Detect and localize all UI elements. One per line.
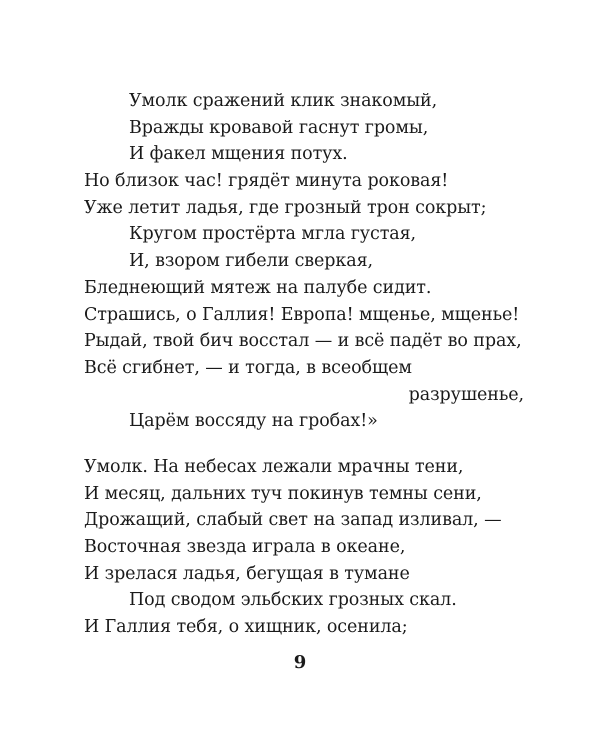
poem-line: Умолк сражений клик знакомый, — [129, 91, 438, 111]
poem-line: И зрелася ладья, бегущая в тумане — [84, 563, 410, 584]
poem-line: И месяц, дальних туч покинув темны сени, — [84, 483, 482, 504]
poem-line: И факел мщения потух. — [129, 144, 348, 165]
poem-line: Царём воссяду на гробах!» — [129, 411, 378, 432]
poem-line: Всё сгибнет, — и тогда, в всеобщем — [84, 357, 412, 378]
poem-line: Восточная звезда играла в океане, — [84, 537, 406, 558]
poem-line: И Галлия тебя, о хищник, осенила; — [84, 617, 408, 638]
poem-line: Под сводом эльбских грозных скал. — [129, 590, 457, 611]
poem-line: Бледнеющий мятеж на палубе сидит. — [84, 277, 432, 298]
poem-line: И, взором гибели сверкая, — [129, 251, 373, 272]
poem-line: Но близок час! грядёт минута роковая! — [84, 171, 449, 192]
stanza-2 — [84, 454, 524, 641]
poem-line: Страшись, о Галлия! Европа! мщенье, мщенье! — [84, 304, 520, 325]
poem-line-continuation: разрушенье, — [408, 384, 524, 405]
poem-line: Уже летит ладья, где грозный трон сокрыт; — [84, 197, 487, 218]
page-number: 9 — [293, 652, 307, 673]
poem-line: Рыдай, твой бич восстал — и всё падёт во прах, — [84, 331, 522, 352]
poem-line: Кругом простёрта мгла густая, — [129, 224, 417, 245]
stanza-1 — [84, 88, 524, 435]
poem-line: Дрожащий, слабый свет на запад изливал, — — [84, 510, 502, 531]
poem-line: Вражды кровавой гаснут громы, — [129, 117, 429, 138]
poem-line: Умолк. На небесах лежали мрачны тени, — [84, 457, 464, 477]
